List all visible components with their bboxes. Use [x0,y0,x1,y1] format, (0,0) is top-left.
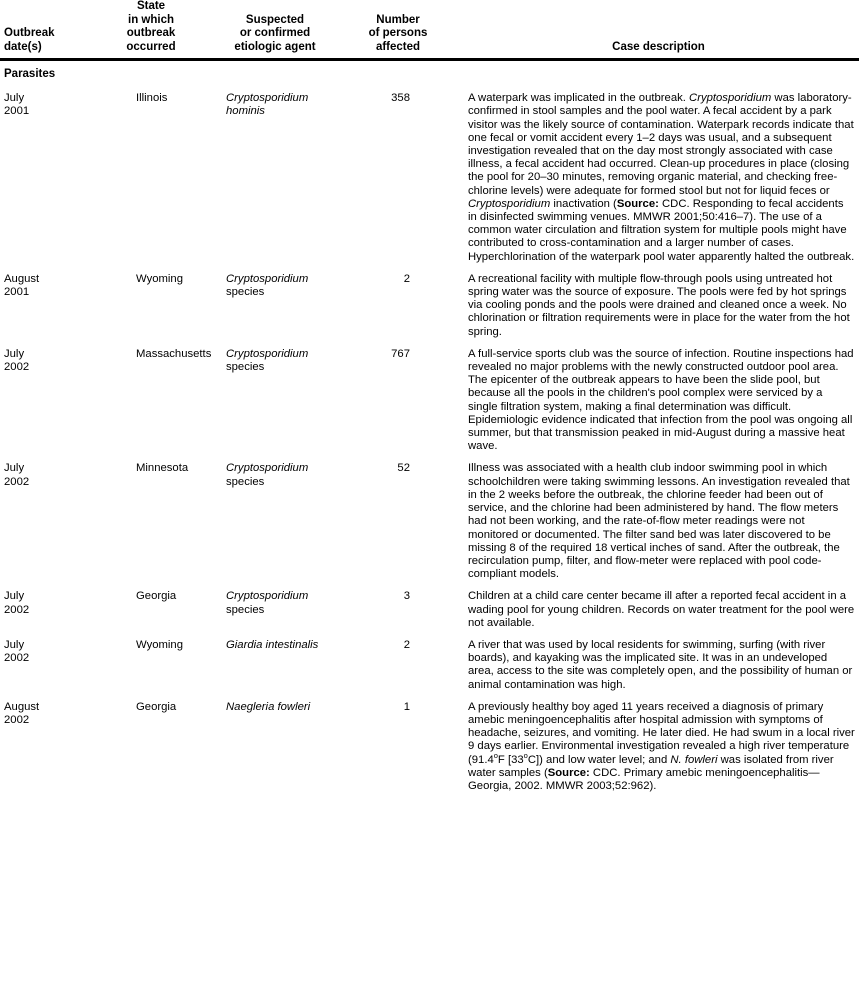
column-header-outbreak-date [0,0,108,60]
cell-etiologic-agent [208,630,348,692]
table-row [0,83,859,264]
cell-etiologic-agent [208,339,348,454]
cell-outbreak-date [0,630,108,692]
column-header-line: etiologic agent [234,40,316,53]
degree-symbol: o [493,750,498,760]
table-row [0,264,859,339]
source-label: Source: [547,766,590,779]
section-heading-row [0,60,859,84]
column-header-line: Case description [612,40,705,53]
outbreak-year: 2002 [4,603,30,616]
outbreak-month: July [4,347,25,360]
column-header-line: of persons [368,27,428,39]
agent-genus: Cryptosporidium [226,590,309,603]
cell-state: Georgia [136,590,177,603]
outbreak-year: 2002 [4,713,30,726]
column-header-line: or confirmed [239,27,311,39]
column-header-line: outbreak [126,27,176,39]
cell-state: Illinois [136,92,168,105]
outbreak-month: August [4,272,40,285]
outbreak-year: 2001 [4,286,30,299]
cell-outbreak-date [0,83,108,264]
case-description-text: A recreational facility with multiple flow-through pools using untreated hot spring water was the source of exposure. The pools were fed by hot springs via cooling ponds and the pools were drained and cleaned once a week. No chlorination or filtration requirements were in place for the water from the hot spring. [468,272,850,338]
table-row [0,692,859,793]
agent-genus: Naegleria fowleri [226,700,311,713]
column-header-line: affected [375,40,421,53]
cell-case-description [458,453,859,581]
scientific-name: Cryptosporidium [468,197,551,210]
agent-species: species [226,475,265,488]
outbreak-month: August [4,700,40,713]
table-body [0,60,859,794]
cell-state: Minnesota [136,462,189,475]
table-row [0,581,859,630]
agent-genus: Cryptosporidium [226,272,309,285]
case-description-text: A waterpark was implicated in the outbreak. Cryptosporidium was laboratory-confirmed in stool samples and the pool water. A fecal accident by a park visitor was the likely source of contamination. Waterpark records indicate that one fecal or vomit accident every 1–2 days was usual, and a subsequent investigation revealed that on the day most strongly associated with case illness, a fecal accident had occurred. Clean-up procedures in place (closing the pool for 20–30 minutes, removing organic material, and checking free-chlorine levels) were adequate for formed stool but not for liquid feces or Cryptosporidium inactivation (Source: CDC. Responding to fecal accidents in disinfected swimming venues. MMWR 2001;50:416–7). The use of a common water circulation and filtration system for multiple pools might have contributed to cross-contamination and a larger number of cases. Hyperchlorination of the waterpark pool water apparently halted the outbreak. [468,92,855,263]
column-header-line: Suspected [245,13,305,26]
agent-genus: Cryptosporidium [226,462,309,475]
agent-species: species [226,286,265,299]
cell-outbreak-date [0,581,108,630]
cell-persons-affected: 767 [391,347,410,360]
cell-state: Georgia [136,700,177,713]
cell-etiologic-agent [208,692,348,793]
agent-species: species [226,603,265,616]
column-header-state [108,0,208,60]
column-header-line: occurred [126,40,176,53]
column-header-line: Number [376,13,420,26]
outbreak-month: July [4,590,25,603]
source-label: Source: [616,197,659,210]
cell-etiologic-agent [208,83,348,264]
column-header-line: State [136,0,166,12]
cell-persons-affected: 52 [397,462,410,475]
cell-outbreak-date [0,692,108,793]
column-header-line: Outbreak [4,27,55,39]
cell-persons-affected: 2 [403,638,410,651]
table-row [0,339,859,454]
outbreak-month: July [4,638,25,651]
cell-persons-affected: 1 [403,700,410,713]
agent-genus: Cryptosporidium [226,92,309,105]
case-description-text: A previously healthy boy aged 11 years received a diagnosis of primary amebic meningoencephalitis after hospital admission with symptoms of headache, seizures, and vomiting. He later died. He had swum in a local river 9 days earlier. Environmental investigation revealed a high river temperature (91.4$^o$F [33$^o$C]) and low water level; and N. fowleri was isolated from river water samples (Source: CDC. Primary amebic meningoencephalitis—Georgia, 2002. MMWR 2003;52:962). [468,700,855,792]
cell-case-description [458,581,859,630]
column-header-etiologic-agent [208,0,348,60]
cell-case-description [458,264,859,339]
cell-outbreak-date [0,453,108,581]
degree-symbol: o [523,750,528,760]
outbreak-year: 2002 [4,475,30,488]
cell-state: Wyoming [136,638,183,651]
outbreak-year: 2001 [4,105,30,118]
cell-case-description [458,83,859,264]
table-row [0,453,859,581]
cell-etiologic-agent [208,581,348,630]
table-row [0,630,859,692]
cell-outbreak-date [0,264,108,339]
outbreak-month: July [4,92,25,105]
case-description-text: Children at a child care center became ill after a reported fecal accident in a wading pool for young children. Records on water treatment for the pool were not available. [468,590,855,629]
scientific-name: N. fowleri [670,753,718,766]
cell-persons-affected: 2 [403,272,410,285]
agent-genus: Cryptosporidium [226,347,309,360]
cell-etiologic-agent [208,453,348,581]
agent-species: hominis [226,105,265,118]
header-row [0,0,859,60]
agent-genus: Giardia intestinalis [226,638,319,651]
cell-case-description [458,339,859,454]
case-description-text: A river that was used by local residents for swimming, surfing (with river boards), and kayaking was the implicated site. It was in an undeveloped area, access to the site was completely open, and the possibility of human or animal contamination was high. [468,638,853,691]
cell-persons-affected: 3 [403,590,410,603]
cell-outbreak-date [0,339,108,454]
column-header-number-affected [348,0,458,60]
cell-case-description [458,692,859,793]
table-header [0,0,859,60]
cell-state: Wyoming [136,272,183,285]
outbreak-year: 2002 [4,652,30,665]
cell-state: Massachusetts [136,347,212,360]
case-description-text: Illness was associated with a health club indoor swimming pool in which schoolchildren were taking swimming lessons. An investigation revealed that in the 2 weeks before the outbreak, the chlorine feeder had been out of service, and the chlorine had been administered by hand. The flow meters had not been working, and the rate-of-flow meter readings were not monitored or documented. The filter sand bed was later discovered to be missing 8 of the required 18 vertical inches of sand. After the outbreak, the recirculation pump, filter, and flow-meter were replaced with pool code-compliant models. [468,462,850,581]
case-description-text: A full-service sports club was the source of infection. Routine inspections had revealed no major problems with the newly constructed outdoor pool area. The epicenter of the outbreak appears to have been the slide pool, but because all the pools in the children's pool complex were serviced by a single filtration system, making a final determination was difficult. Epidemiologic evidence indicated that infection from the pool was ongoing all summer, but that transmission peaked in mid-August during a massive heat wave. [468,347,854,453]
agent-species: species [226,361,265,374]
column-header-case-description [458,0,859,60]
scientific-name: Cryptosporidium [689,92,772,105]
cell-persons-affected: 358 [391,92,410,105]
column-header-line: date(s) [4,40,42,53]
outbreak-month: July [4,462,25,475]
cell-etiologic-agent [208,264,348,339]
section-heading-parasites: Parasites [4,68,56,80]
cell-case-description [458,630,859,692]
column-header-line: in which [128,13,174,26]
outbreak-year: 2002 [4,361,30,374]
